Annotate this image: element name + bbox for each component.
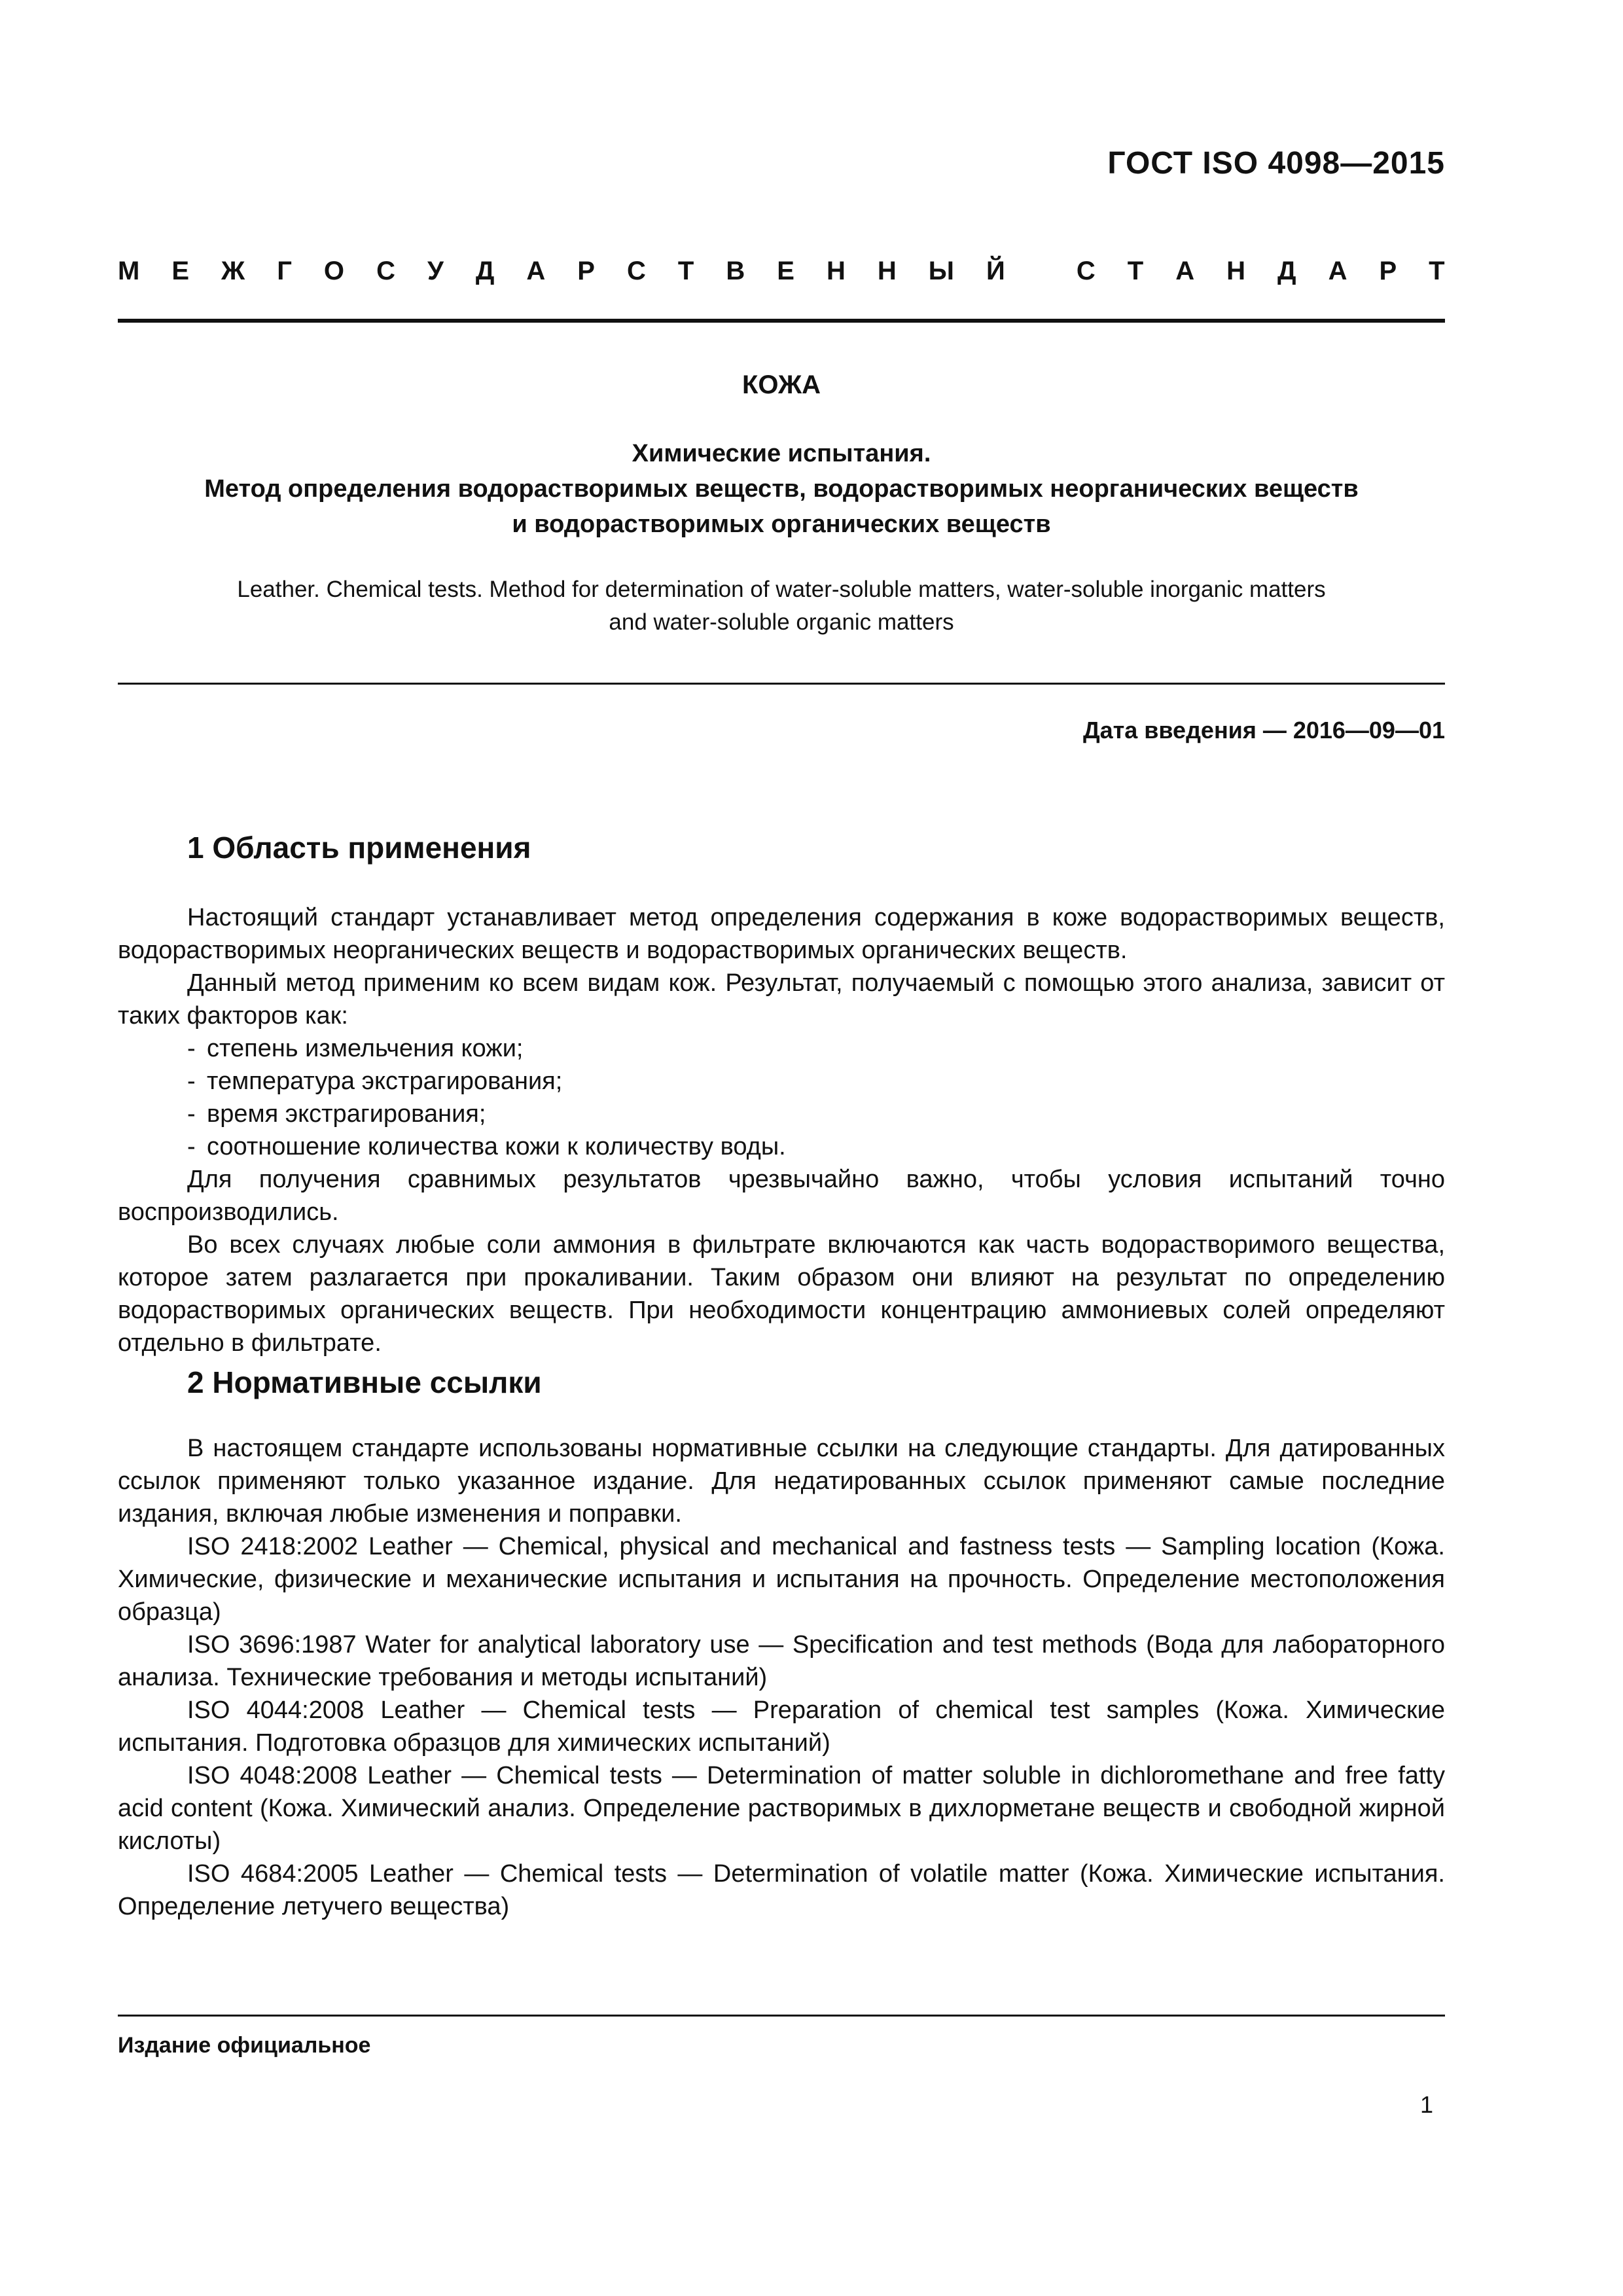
document-title: КОЖА: [741, 370, 821, 399]
list-item: - время экстрагирования;: [187, 1098, 1445, 1130]
caption-letter: Ж: [221, 257, 245, 285]
caption-letter: Е: [171, 257, 190, 285]
standard-code: ГОСТ ISO 4098—2015: [1107, 146, 1445, 181]
caption-letter: Ы: [928, 257, 954, 285]
reference-item: ISO 4048:2008 Leather — Chemical tests — Determination of matter soluble in dichloromethane and free fatty acid content (Кожа. Химический анализ. Определение растворимых в дихлорметане веществ и свободной жирной кислоты): [118, 1762, 1445, 1855]
caption-letter: Т: [677, 257, 694, 285]
interstate-standard-caption: [118, 257, 1445, 286]
page-number: 1: [1419, 2091, 1433, 2118]
paragraph: Данный метод применим ко всем видам кож. Результат, получаемый с помощью этого анализа, зависит от таких факторов как:: [118, 969, 1445, 1030]
english-title-line: Leather. Chemical tests. Method for determination of water-soluble matters, water-soluble inorganic matters: [237, 577, 1326, 602]
english-title-line: and water-soluble organic matters: [609, 609, 954, 635]
subtitle-line: Химические испытания.: [632, 440, 931, 467]
section-1-body: [118, 901, 1445, 1359]
paragraph: Во всех случаях любые соли аммония в фильтрате включаются как часть водорастворимого вещества, которое затем разлагается при прокаливании. Таким образом они влияют на результат по определению водорастворимых органических веществ. При необходимости концентрацию аммониевых солей определяют отдельно в фильтрате.: [118, 1231, 1445, 1357]
caption-letter: М: [118, 257, 140, 285]
list-item: - соотношение количества кожи к количеству воды.: [187, 1130, 1445, 1163]
caption-letter: Г: [277, 257, 292, 285]
caption-letter: Д: [475, 257, 495, 285]
caption-letter: А: [1328, 257, 1347, 285]
caption-letter: Н: [826, 257, 846, 285]
paragraph: В настоящем стандарте использованы нормативные ссылки на следующие стандарты. Для датированных ссылок применяют только указанное издание. Для недатированных ссылок применяют самые последние издания, включая любые изменения и поправки.: [118, 1435, 1445, 1528]
caption-gap: [1037, 257, 1044, 286]
paragraph: Для получения сравнимых результатов чрезвычайно важно, чтобы условия испытаний точно воспроизводились.: [118, 1166, 1445, 1226]
introduction-date: Дата введения — 2016—09—01: [1082, 717, 1445, 744]
caption-letter: Д: [1277, 257, 1296, 285]
factor-list: [118, 1032, 1445, 1163]
section-2-heading: 2 Нормативные ссылки: [187, 1365, 542, 1399]
paragraph: Настоящий стандарт устанавливает метод определения содержания в коже водорастворимых веществ, водорастворимых неорганических веществ и водорастворимых органических веществ.: [118, 904, 1445, 964]
official-edition-note: Издание официальное: [118, 2033, 371, 2058]
caption-letter: Й: [986, 257, 1005, 285]
caption-letter: С: [1076, 257, 1096, 285]
reference-item: ISO 2418:2002 Leather — Chemical, physical and mechanical and fastness tests — Sampling location (Кожа. Химические, физические и механические испытания и испытания на прочность. Определение местоположения образца): [118, 1533, 1445, 1626]
list-item: - степень измельчения кожи;: [187, 1032, 1445, 1065]
caption-letter: Е: [777, 257, 794, 285]
reference-item: ISO 4044:2008 Leather — Chemical tests — Preparation of chemical test samples (Кожа. Химические испытания. Подготовка образцов для химических испытаний): [118, 1696, 1445, 1757]
header-divider: [118, 319, 1445, 323]
subtitle-line: и водорастворимых органических веществ: [512, 511, 1051, 538]
caption-letter: В: [726, 257, 745, 285]
document-subtitle: [118, 436, 1445, 542]
section-2-body: [118, 1432, 1445, 1923]
reference-item: ISO 4684:2005 Leather — Chemical tests — Determination of volatile matter (Кожа. Химические испытания. Определение летучего вещества): [118, 1860, 1445, 1920]
list-item: - температура экстрагирования;: [187, 1065, 1445, 1098]
section-1-heading: 1 Область применения: [187, 831, 531, 865]
title-divider: [118, 683, 1445, 685]
reference-item: ISO 3696:1987 Water for analytical laboratory use — Specification and test methods (Вода для лабораторного анализа. Технические требования и методы испытаний): [118, 1631, 1445, 1691]
caption-letter: А: [526, 257, 546, 285]
caption-letter: Р: [577, 257, 595, 285]
english-title: [118, 573, 1445, 639]
caption-letter: Т: [1429, 257, 1445, 285]
footer-divider: [118, 2015, 1445, 2017]
caption-letter: Н: [877, 257, 897, 285]
caption-letter: С: [376, 257, 395, 285]
caption-letter: О: [323, 257, 345, 285]
caption-letter: Р: [1379, 257, 1397, 285]
subtitle-line: Метод определения водорастворимых веществ, водорастворимых неорганических веществ: [204, 475, 1359, 503]
caption-letter: А: [1175, 257, 1195, 285]
caption-letter: У: [427, 257, 444, 285]
caption-letter: Н: [1226, 257, 1246, 285]
caption-letter: Т: [1127, 257, 1144, 285]
caption-letter: С: [627, 257, 646, 285]
